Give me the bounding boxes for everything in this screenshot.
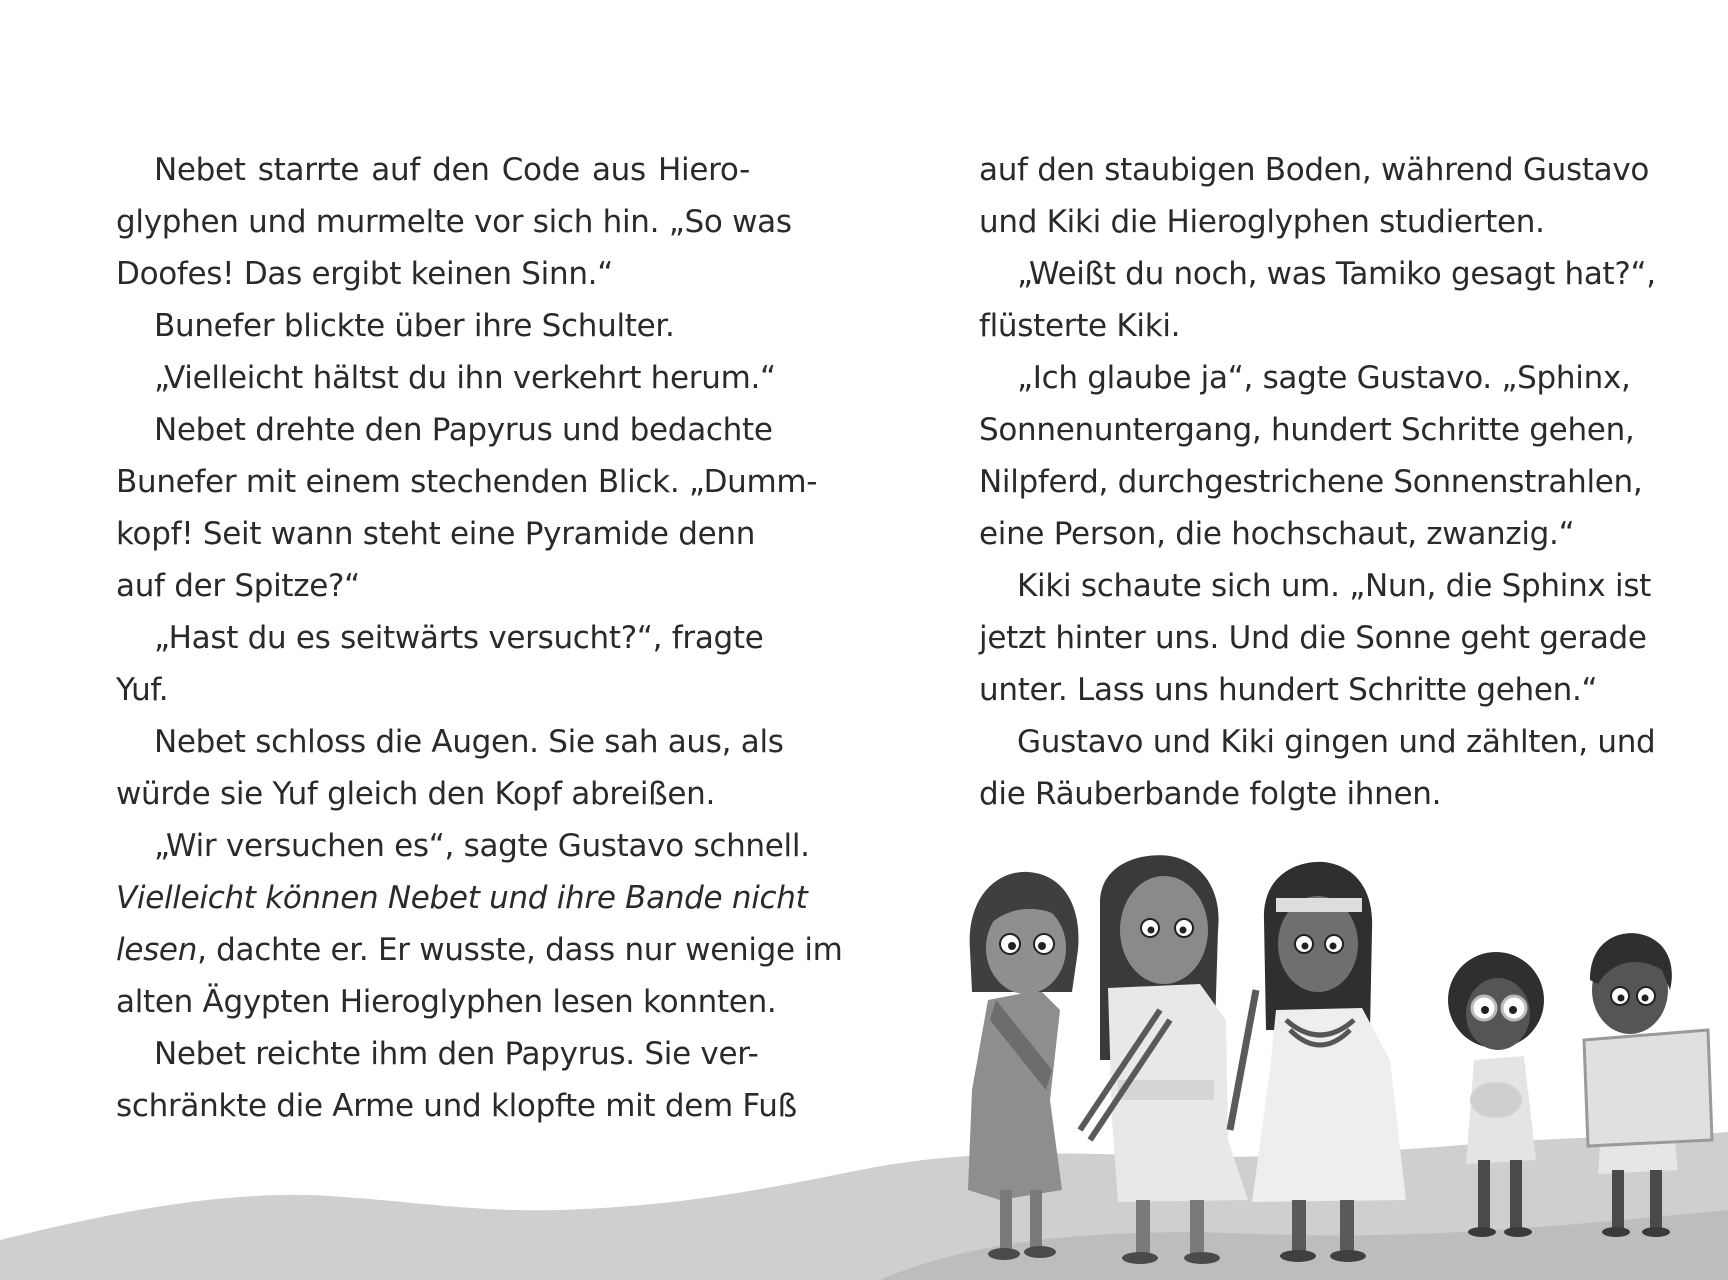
text-line: Nebet reichte ihm den Papyrus. Sie ver-: [154, 1036, 759, 1072]
text-line: Yuf.: [116, 672, 169, 708]
text-line: Nebet starrte auf den Code aus Hiero-: [154, 152, 750, 188]
text-run: , dachte er. Er wusste, dass nur wenige im: [197, 932, 843, 968]
text-line: schränkte die Arme und klopfte mit dem Fuß: [116, 1088, 797, 1124]
text-line: flüsterte Kiki.: [979, 308, 1181, 344]
text-line: Bunefer mit einem stechenden Blick. „Dumm-: [116, 464, 818, 500]
text-line: Nebet schloss die Augen. Sie sah aus, als: [154, 724, 784, 760]
illustration-egypt-group: [0, 840, 1728, 1280]
text-line: unter. Lass uns hundert Schritte gehen.“: [979, 672, 1598, 708]
text-line: Bunefer blickte über ihre Schulter.: [154, 308, 675, 344]
text-line: „Hast du es seitwärts versucht?“, fragte: [154, 620, 764, 656]
text-line: eine Person, die hochschaut, zwanzig.“: [979, 516, 1575, 552]
text-line: „Wir versuchen es“, sagte Gustavo schnell.: [154, 828, 810, 864]
italic-thought: lesen: [116, 932, 198, 968]
text-line: glyphen und murmelte vor sich hin. „So was: [116, 204, 792, 240]
text-line: und Kiki die Hieroglyphen studierten.: [979, 204, 1545, 240]
text-line: alten Ägypten Hieroglyphen lesen konnten.: [116, 984, 777, 1020]
papyrus-scroll: [1584, 1030, 1712, 1146]
text-line: „Ich glaube ja“, sagte Gustavo. „Sphinx,: [1017, 360, 1631, 396]
text-line: jetzt hinter uns. Und die Sonne geht gerade: [979, 620, 1647, 656]
text-line: Sonnenuntergang, hundert Schritte gehen,: [979, 412, 1635, 448]
text-line: „Vielleicht hältst du ihn verkehrt herum.“: [154, 360, 776, 396]
text-line: Gustavo und Kiki gingen und zählten, und: [1017, 724, 1656, 760]
text-line: Nilpferd, durchgestrichene Sonnenstrahlen,: [979, 464, 1643, 500]
text-line: Kiki schaute sich um. „Nun, die Sphinx ist: [1017, 568, 1652, 604]
text-line: „Weißt du noch, was Tamiko gesagt hat?“,: [1017, 256, 1656, 292]
text-line: würde sie Yuf gleich den Kopf abreißen.: [116, 776, 716, 812]
text-line: kopf! Seit wann steht eine Pyramide denn: [116, 516, 756, 552]
text-line: die Räuberbande folgte ihnen.: [979, 776, 1442, 812]
text-line: auf den staubigen Boden, während Gustavo: [979, 152, 1650, 188]
text-line: Nebet drehte den Papyrus und bedachte: [154, 412, 773, 448]
text-line: Doofes! Das ergibt keinen Sinn.“: [116, 256, 613, 292]
text-line: auf der Spitze?“: [116, 568, 360, 604]
italic-thought: Vielleicht können Nebet und ihre Bande nicht: [116, 880, 808, 916]
